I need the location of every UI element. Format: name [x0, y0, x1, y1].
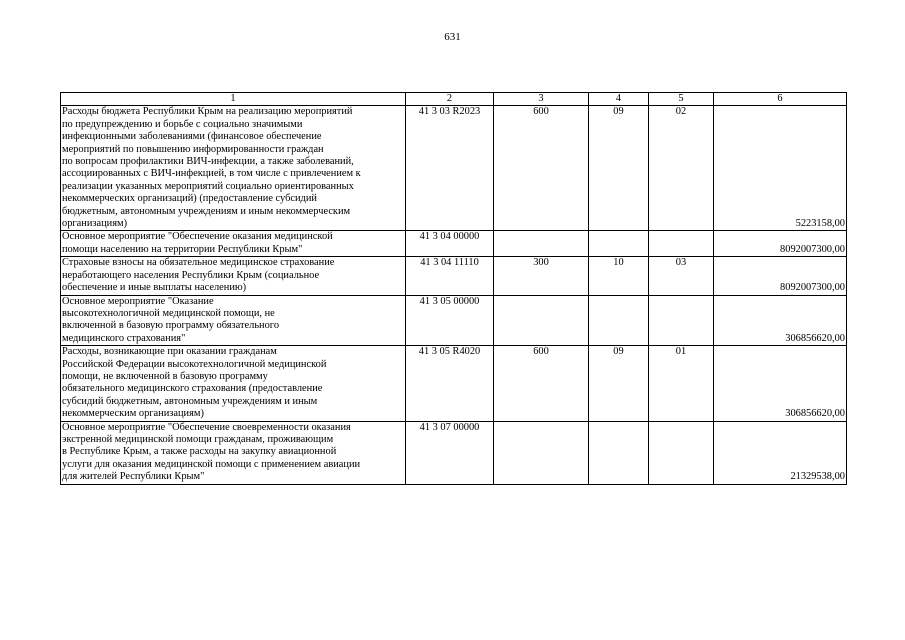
row-name-line: мероприятий по повышению информированности граждан: [62, 143, 324, 155]
row-name-line: включенной в базовую программу обязательного: [62, 320, 280, 332]
row-rz-cell: [589, 421, 649, 484]
header-col-5: 5: [649, 93, 714, 106]
row-name-line: ассоциированных с ВИЧ-инфекцией, в том числе с привлечением к: [62, 168, 361, 180]
row-name-cell: [61, 257, 406, 295]
row-name-line: по предупреждению и борьбе с социально значимыми: [62, 118, 303, 130]
row-rz-cell: 10: [589, 257, 649, 295]
row-pr-cell: 03: [649, 257, 714, 295]
table-row: [61, 346, 847, 421]
row-name-cell: [61, 295, 406, 346]
row-amount-cell: 8092007300,00: [714, 257, 847, 295]
row-pr-cell: [649, 421, 714, 484]
table-row: [61, 421, 847, 484]
row-name-line: неработающего населения Республики Крым (социальное: [62, 269, 320, 281]
row-name-line: Страховые взносы на обязательное медицинское страхование: [62, 257, 335, 269]
header-col-4: 4: [589, 93, 649, 106]
row-vr-cell: 600: [494, 346, 589, 421]
row-code-cell: 41 3 07 00000: [406, 421, 494, 484]
row-name-line: бюджетным, автономным учреждениям и иным некоммерческим: [62, 205, 351, 217]
row-amount-cell: 306856620,00: [714, 346, 847, 421]
row-name-line: по вопросам профилактики ВИЧ-инфекции, а также заболеваний,: [62, 156, 354, 168]
row-name-line: экстренной медицинской помощи гражданам, проживающим: [62, 433, 334, 445]
row-pr-cell: [649, 295, 714, 346]
row-vr-cell: [494, 421, 589, 484]
row-name-line: услуги для оказания медицинской помощи с применением авиации: [62, 458, 361, 470]
row-name-line: Расходы, возникающие при оказании гражданам: [62, 346, 277, 358]
header-col-2: 2: [406, 93, 494, 106]
row-name-line: помощи, не включенной в базовую программу: [62, 370, 268, 382]
row-rz-cell: [589, 295, 649, 346]
row-code-cell: 41 3 04 00000: [406, 231, 494, 257]
row-name-line: субсидий бюджетным, автономным учреждениям и иным: [62, 395, 318, 407]
row-name-line: Расходы бюджета Республики Крым на реализацию мероприятий: [62, 106, 353, 118]
table-row: [61, 295, 847, 346]
row-vr-cell: 600: [494, 106, 589, 231]
row-vr-cell: [494, 295, 589, 346]
row-name-line: помощи населению на территории Республики Крым": [62, 243, 303, 255]
row-code-cell: 41 3 05 R4020: [406, 346, 494, 421]
row-name-line: реализации указанных мероприятий социально ориентированных: [62, 180, 354, 192]
row-name-line: Российской Федерации высокотехнологичной медицинской: [62, 358, 327, 370]
row-name-cell: [61, 421, 406, 484]
row-amount-cell: 21329538,00: [714, 421, 847, 484]
row-name-line: обеспечение и иные выплаты населению): [62, 282, 247, 294]
row-amount-cell: 306856620,00: [714, 295, 847, 346]
header-row: [61, 93, 847, 106]
row-code-cell: 41 3 05 00000: [406, 295, 494, 346]
row-name-line: Основное мероприятие "Обеспечение оказания медицинской: [62, 231, 333, 243]
table-header: [61, 93, 847, 106]
row-name-line: для жителей Республики Крым": [62, 471, 205, 483]
row-name-line: Основное мероприятие "Обеспечение своевременности оказания: [62, 421, 351, 433]
row-code-cell: 41 3 03 R2023: [406, 106, 494, 231]
row-name-line: некоммерческим организациям): [62, 408, 204, 420]
row-name-line: организациям): [62, 218, 128, 230]
row-name-line: в Республике Крым, а также расходы на закупку авиационной: [62, 446, 337, 458]
row-pr-cell: 01: [649, 346, 714, 421]
row-pr-cell: 02: [649, 106, 714, 231]
row-rz-cell: [589, 231, 649, 257]
header-col-1: 1: [61, 93, 406, 106]
row-vr-cell: [494, 231, 589, 257]
row-pr-cell: [649, 231, 714, 257]
header-col-6: 6: [714, 93, 847, 106]
row-rz-cell: 09: [589, 106, 649, 231]
page-number: 631: [444, 31, 461, 43]
row-name-line: инфекционными заболеваниями (финансовое обеспечение: [62, 131, 322, 143]
row-amount-cell: 5223158,00: [714, 106, 847, 231]
header-col-3: 3: [494, 93, 589, 106]
row-name-line: некоммерческих организаций) (предоставление субсидий: [62, 193, 317, 205]
row-name-cell: [61, 106, 406, 231]
row-code-cell: 41 3 04 11110: [406, 257, 494, 295]
row-name-line: высокотехнологичной медицинской помощи, не: [62, 307, 275, 319]
row-vr-cell: 300: [494, 257, 589, 295]
row-name-cell: [61, 346, 406, 421]
budget-table: [60, 92, 847, 485]
table-body: [61, 106, 847, 484]
row-amount-cell: 8092007300,00: [714, 231, 847, 257]
row-name-line: обязательного медицинского страхования (предоставление: [62, 383, 323, 395]
row-rz-cell: 09: [589, 346, 649, 421]
table-row: [61, 231, 847, 257]
table-row: [61, 257, 847, 295]
row-name-cell: [61, 231, 406, 257]
row-name-line: Основное мероприятие "Оказание: [62, 295, 214, 307]
table-row: [61, 106, 847, 231]
row-name-line: медицинского страхования": [62, 332, 186, 344]
